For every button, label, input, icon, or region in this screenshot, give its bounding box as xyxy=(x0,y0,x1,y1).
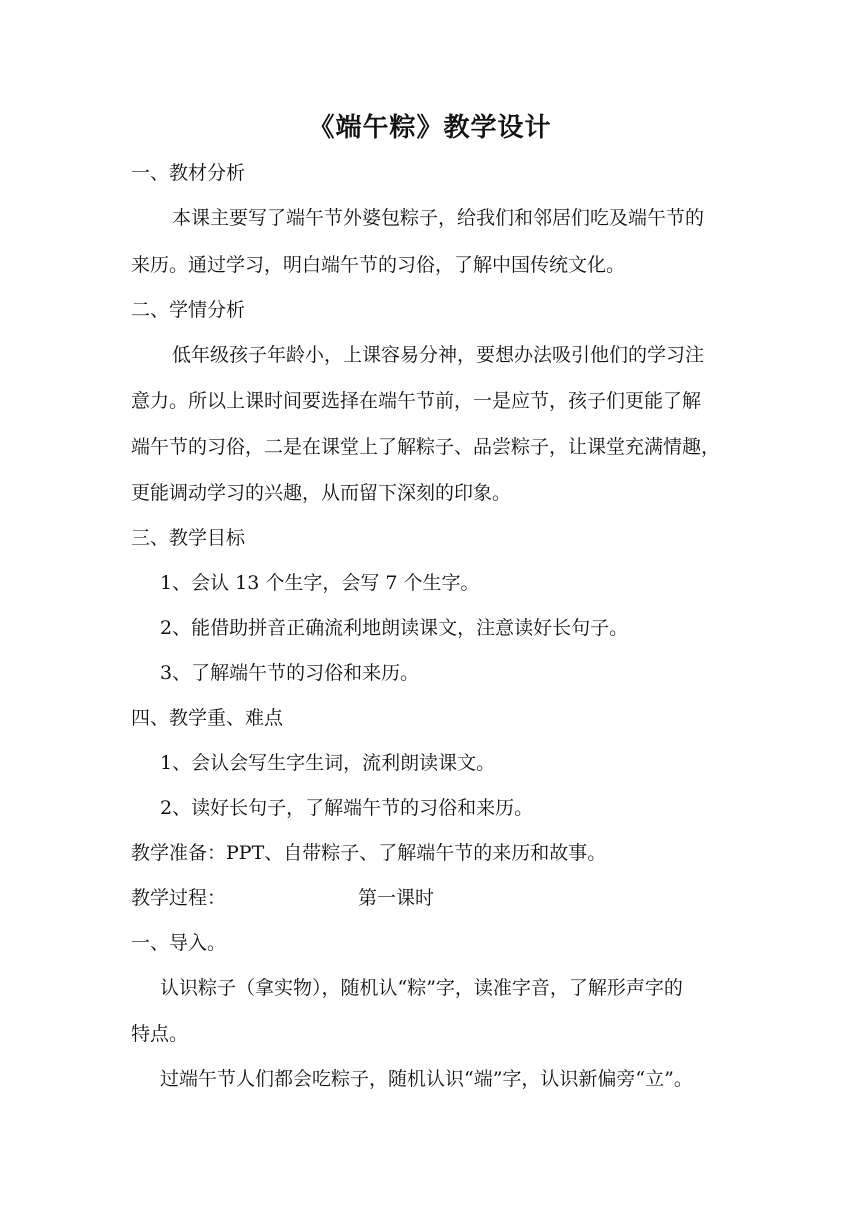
step-heading-introduction: 一、导入。 xyxy=(131,932,227,954)
section-heading-material-analysis: 一、教材分析 xyxy=(131,162,246,184)
section-heading-key-points: 四、教学重、难点 xyxy=(131,707,284,729)
paragraph-line: 特点。 xyxy=(131,1023,189,1045)
paragraph-line: 来历。通过学习，明白端午节的习俗，了解中国传统文化。 xyxy=(131,254,626,276)
teaching-process-label: 教学过程： xyxy=(131,887,227,909)
paragraph-line: 端午节的习俗，二是在课堂上了解粽子、品尝粽子，让课堂充满情趣， xyxy=(131,436,721,458)
paragraph-line: 本课主要写了端午节外婆包粽子，给我们和邻居们吃及端午节的 xyxy=(172,207,705,229)
teaching-preparation: 教学准备：PPT、自带粽子、了解端午节的来历和故事。 xyxy=(131,842,607,864)
key-point-item: 2、读好长句子，了解端午节的习俗和来历。 xyxy=(160,797,534,819)
goal-item: 2、能借助拼音正确流利地朗读课文，注意读好长句子。 xyxy=(160,617,629,639)
paragraph-line: 低年级孩子年龄小，上课容易分神，要想办法吸引他们的学习注 xyxy=(172,344,705,366)
document-title: 《端午粽》教学设计 xyxy=(308,113,552,143)
goal-item: 3、了解端午节的习俗和来历。 xyxy=(160,662,420,684)
section-heading-teaching-goals: 三、教学目标 xyxy=(131,527,246,549)
paragraph-line: 认识粽子（拿实物），随机认“粽”字，读准字音，了解形声字的 xyxy=(160,977,683,999)
paragraph-line: 更能调动学习的兴趣，从而留下深刻的印象。 xyxy=(131,482,512,504)
section-heading-student-analysis: 二、学情分析 xyxy=(131,299,246,321)
paragraph-line: 意力。所以上课时间要选择在端午节前，一是应节，孩子们更能了解 xyxy=(131,390,702,412)
goal-item: 1、会认 13 个生字，会写 7 个生字。 xyxy=(160,572,480,594)
teaching-process-row xyxy=(131,883,731,913)
key-point-item: 1、会认会写生字生词，流利朗读课文。 xyxy=(160,752,496,774)
period-label: 第一课时 xyxy=(358,887,435,909)
paragraph-line: 过端午节人们都会吃粽子，随机认识“端”字，认识新偏旁“立”。 xyxy=(160,1068,693,1090)
